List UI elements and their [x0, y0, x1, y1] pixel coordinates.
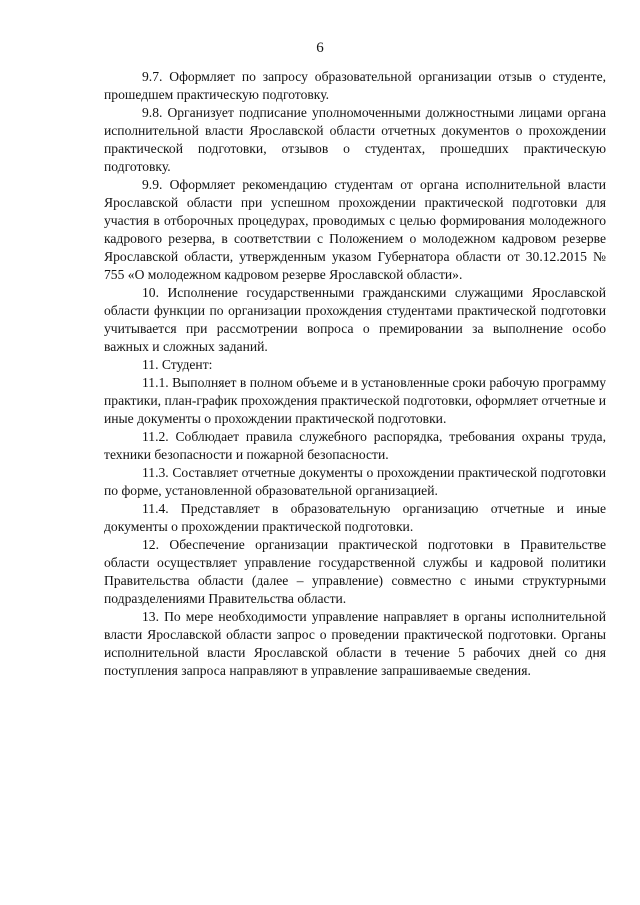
paragraph-11-2: 11.2. Соблюдает правила служебного распорядка, требования охраны труда, техники безопасности и пожарной безопасности. — [104, 429, 606, 462]
document-body — [104, 68, 606, 680]
paragraph-11: 11. Студент: — [142, 357, 213, 372]
paragraph-9-9: 9.9. Оформляет рекомендацию студентам от органа исполнительной власти Ярославской области при успешном прохождении практической подготовки для участия в отборочных процедурах, проводимых с целью формирования молодежного кадрового резерва, в соответствии с Положением о молодежном кадровом резерве Ярославской области, утвержденным указом Губернатора области от 30.12.2015 № 755 «О молодежном кадровом резерве Ярославской области». — [104, 177, 606, 282]
paragraph-11-1: 11.1. Выполняет в полном объеме и в установленные сроки рабочую программу практики, план-график прохождения практической подготовки, оформляет отчетные и иные документы о прохождении практической подготовки. — [104, 375, 606, 426]
paragraph-9-7: 9.7. Оформляет по запросу образовательной организации отзыв о студенте, прошедшем практическую подготовку. — [104, 69, 606, 102]
page-number: 6 — [316, 40, 324, 56]
paragraph-13: 13. По мере необходимости управление направляет в органы исполнительной власти Ярославской области запрос о проведении практической подготовки. Органы исполнительной власти Ярославской области в течение 5 рабочих дней со дня поступления запроса направляют в управление запрашиваемые сведения. — [104, 609, 606, 678]
paragraph-9-8: 9.8. Организует подписание уполномоченными должностными лицами органа исполнительной власти Ярославской области отчетных документов о прохождении практической подготовки, отзывов о студентах, прошедших практическую подготовку. — [104, 105, 606, 174]
paragraph-12: 12. Обеспечение организации практической подготовки в Правительстве области осуществляет управление государственной службы и кадровой политики Правительства области (далее – управление) совместно с иными структурными подразделениями Правительства области. — [104, 537, 606, 606]
paragraph-11-4: 11.4. Представляет в образовательную организацию отчетные и иные документы о прохождении практической подготовки. — [104, 501, 606, 534]
paragraph-10: 10. Исполнение государственными гражданскими служащими Ярославской области функции по организации прохождения студентами практической подготовки учитывается при рассмотрении вопроса о премировании за выполнение особо важных и сложных заданий. — [104, 285, 606, 354]
paragraph-11-3: 11.3. Составляет отчетные документы о прохождении практической подготовки по форме, установленной образовательной организацией. — [104, 465, 606, 498]
